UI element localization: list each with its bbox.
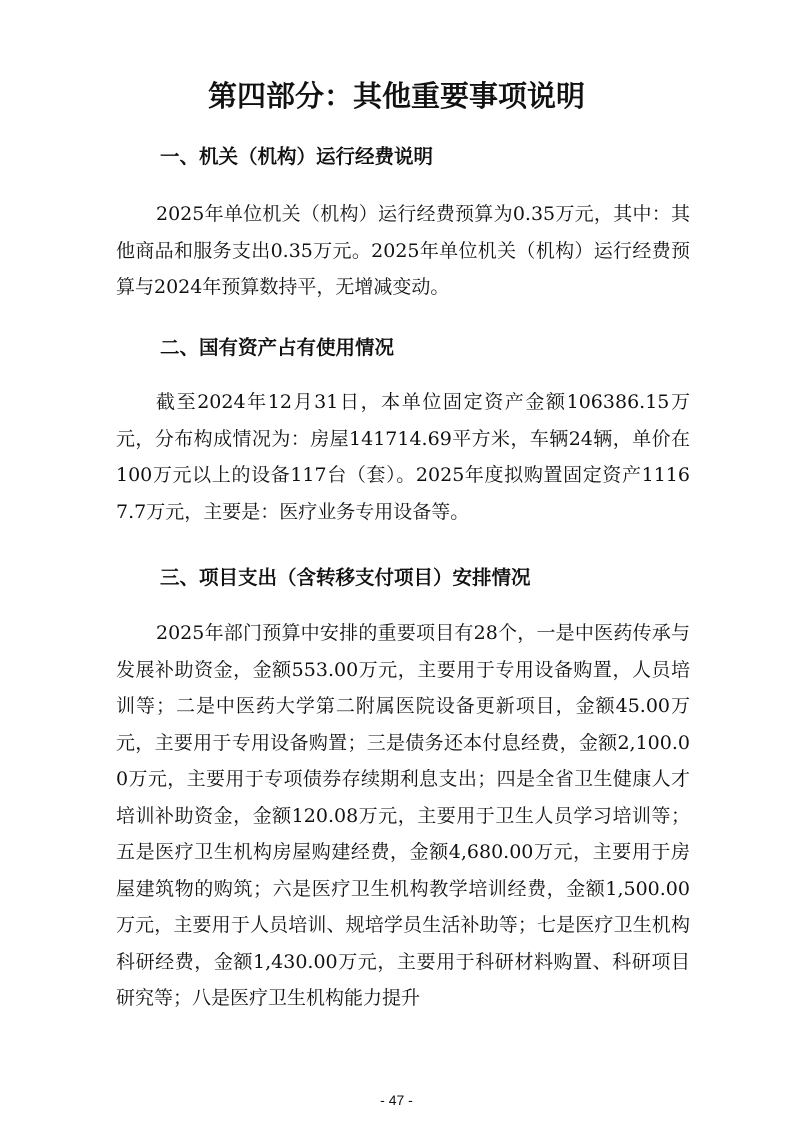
page-number: - 47 -	[380, 1092, 413, 1108]
section-heading-3: 三、项目支出（含转移支付项目）安排情况	[160, 566, 531, 589]
section-heading-2: 二、国有资产占有使用情况	[160, 336, 395, 359]
page-title: 第四部分：其他重要事项说明	[207, 79, 585, 113]
section-paragraph-3: 2025年部门预算中安排的重要项目有28个，一是中医药传承与发展补助资金，金额553.00万元，主要用于专用设备购置，人员培训等；二是中医药大学第二附属医院设备更新项目，金额45.00万元，主要用于专用设备购置；三是债务还本付息经费，金额2,100.00万元，主要用于专项债券存续期利息支出；四是全省卫生健康人才培训补助资金，金额120.08万元，主要用于卫生人员学习培训等；五是医疗卫生机构房屋购建经费，金额4,680.00万元，主要用于房屋建筑物的购筑；六是医疗卫生机构教学培训经费，金额1,500.00万元，主要用于人员培训、规培学员生活补助等；七是医疗卫生机构科研经费，金额1,430.00万元，主要用于科研材料购置、科研项目研究等；八是医疗卫生机构能力提升	[116, 622, 690, 1009]
section-paragraph-1: 2025年单位机关（机构）运行经费预算为0.35万元，其中：其他商品和服务支出0.35万元。2025年单位机关（机构）运行经费预算与2024年预算数持平，无增减变动。	[116, 203, 690, 298]
section-heading-1: 一、机关（机构）运行经费说明	[160, 145, 434, 168]
section-paragraph-2: 截至2024年12月31日，本单位固定资产金额106386.15万元，分布构成情况为：房屋141714.69平方米，车辆24辆，单价在100万元以上的设备117台（套）。2025年度拟购置固定资产11167.7万元，主要是：医疗业务专用设备等。	[116, 391, 690, 523]
